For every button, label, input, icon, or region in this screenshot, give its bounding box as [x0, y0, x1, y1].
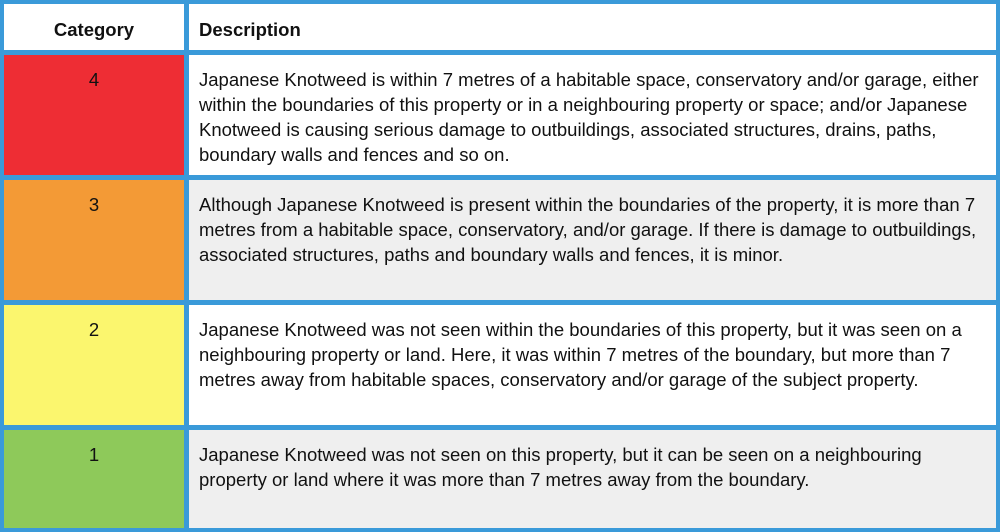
category-cell-3: 3 — [4, 180, 184, 300]
category-cell-2: 2 — [4, 305, 184, 425]
category-cell-4: 4 — [4, 55, 184, 175]
category-cell-1: 1 — [4, 430, 184, 528]
description-cell-2: Japanese Knotweed was not seen within the boundaries of this property, but it was seen on a neighbouring property or land. Here, it was within 7 metres of the boundary, but more than 7 metres away from habitable spaces, conservatory and/or garage of the subject property. — [189, 305, 996, 425]
header-category: Category — [4, 4, 184, 50]
header-description: Description — [189, 4, 996, 50]
description-cell-1: Japanese Knotweed was not seen on this property, but it can be seen on a neighbouring property or land where it was more than 7 metres away from the boundary. — [189, 430, 996, 528]
description-cell-3: Although Japanese Knotweed is present within the boundaries of the property, it is more than 7 metres from a habitable space, conservatory, and/or garage. If there is damage to outbuildings, associated structures, paths and boundary walls and fences, it is minor. — [189, 180, 996, 300]
description-cell-4: Japanese Knotweed is within 7 metres of a habitable space, conservatory and/or garage, either within the boundaries of this property or in a neighbouring property or space; and/or Japanese Knotweed is causing serious damage to outbuildings, associated structures, drains, paths, boundary walls and fences and so on. — [189, 55, 996, 175]
